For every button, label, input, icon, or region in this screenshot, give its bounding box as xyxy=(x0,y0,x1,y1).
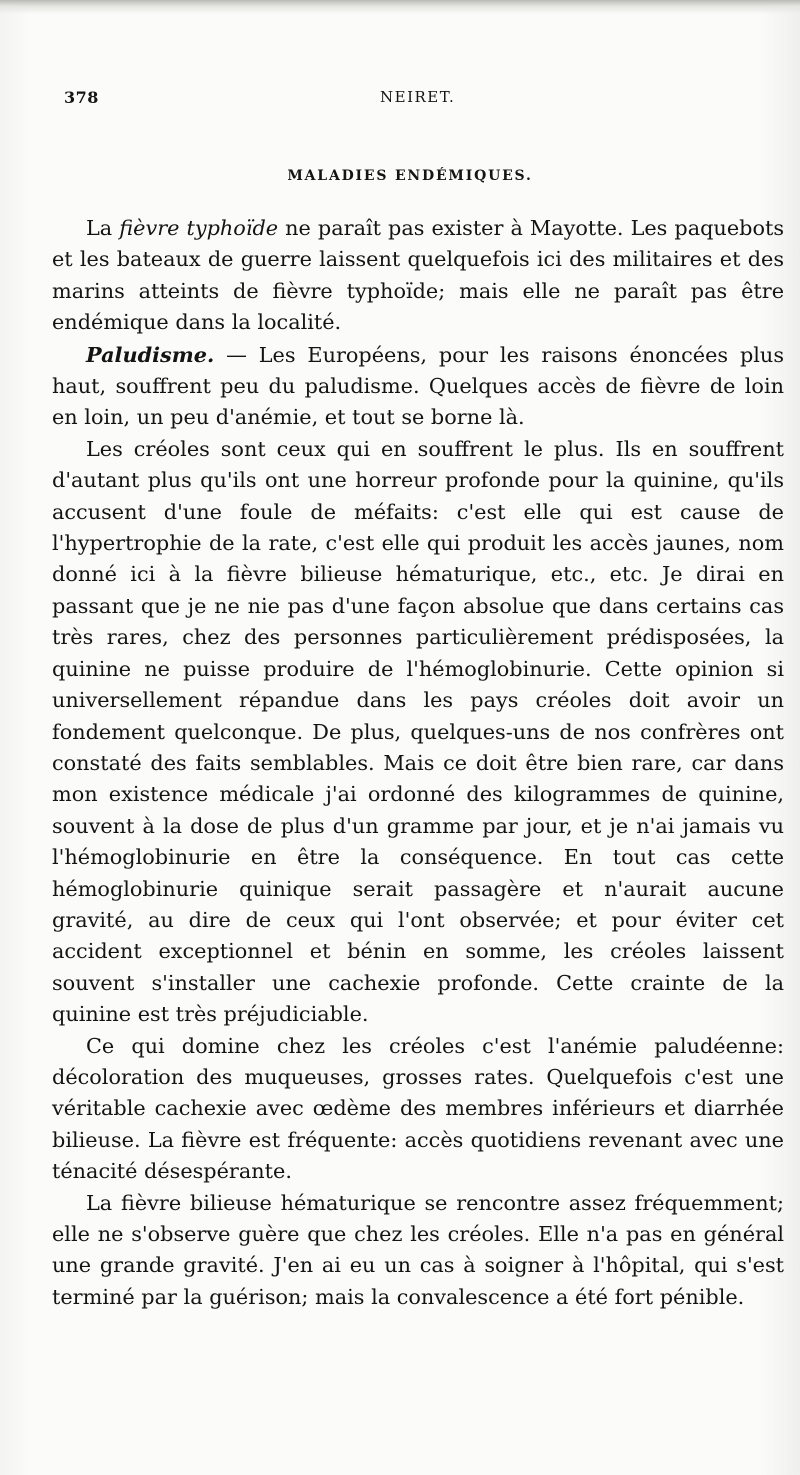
paragraph-anemie: Ce qui domine chez les créoles c'est l'anémie paludéenne: décoloration des muqueuses, grosses rates. Quelquefois c'est une véritable cachexie avec œdème des membres inférieurs et diarrhée bilieuse. La fièvre est fréquente: accès quotidiens revenant avec une ténacité désespérante. xyxy=(52,1033,784,1184)
paragraph-paludisme xyxy=(52,339,784,434)
section-title: MALADIES ENDÉMIQUES. xyxy=(287,168,533,184)
paragraph-typhoid-after: ne paraît pas exister à Mayotte. Les paquebots et les bateaux de guerre laissent quelquefois ici des militaires et des marins atteints de fièvre typhoïde; mais elle ne paraît pas être endémique dans la localité. xyxy=(52,216,784,335)
paragraph-creoles: Les créoles sont ceux qui en souffrent le plus. Ils en souffrent d'autant plus qu'ils ont une horreur profonde pour la quinine, qu'ils accusent d'une foule de méfaits: c'est elle qui est cause de l'hypertrophie de la rate, c'est elle qui produit les accès jaunes, nom donné ici à la fièvre bilieuse hématurique, etc., etc. Je dirai en passant que je ne nie pas d'une façon absolue que dans certains cas très rares, chez des personnes particulièrement prédisposées, la quinine ne puisse produire de l'hémoglobinurie. Cette opinion si universellement répandue dans les pays créoles doit avoir un fondement quelconque. De plus, quelques-uns de nos confrères ont constaté des faits semblables. Mais ce doit être bien rare, car dans mon existence médicale j'ai ordonné des kilogrammes de quinine, souvent à la dose de plus d'un gramme par jour, et je n'ai jamais vu l'hémoglobinurie en être la conséquence. En tout cas cette hémoglobinurie quinique serait passagère et n'aurait aucune gravité, au dire de ceux qui l'ont observée; et pour éviter cet accident exceptionnel et bénin en somme, les créoles laissent souvent s'installer une cachexie profonde. Cette crainte de la quinine est très préjudiciable. xyxy=(52,436,784,1027)
page-number: 378 xyxy=(64,88,99,107)
running-head: NEIRET. xyxy=(380,88,456,106)
paragraph-typhoid-before: La xyxy=(86,216,120,240)
page-header xyxy=(64,88,784,112)
paludisme-heading: Paludisme. xyxy=(86,341,215,367)
paragraph-paludisme-text: — Les Européens, pour les raisons énoncées plus haut, souffrent peu du paludisme. Quelques accès de fièvre de loin en loin, un peu d'anémie, et tout se borne là. xyxy=(52,342,784,430)
body-text xyxy=(52,213,784,1313)
scan-edge-shadow xyxy=(0,0,800,14)
typhoid-term: fièvre typhoïde xyxy=(119,216,279,240)
paragraph-typhoid xyxy=(52,213,784,339)
paragraph-bilieuse: La fièvre bilieuse hématurique se rencontre assez fréquemment; elle ne s'observe guère que chez les créoles. Elle n'a pas en général une grande gravité. J'en ai eu un cas à soigner à l'hôpital, qui s'est terminé par la guérison; mais la convalescence a été fort pénible. xyxy=(52,1190,784,1309)
